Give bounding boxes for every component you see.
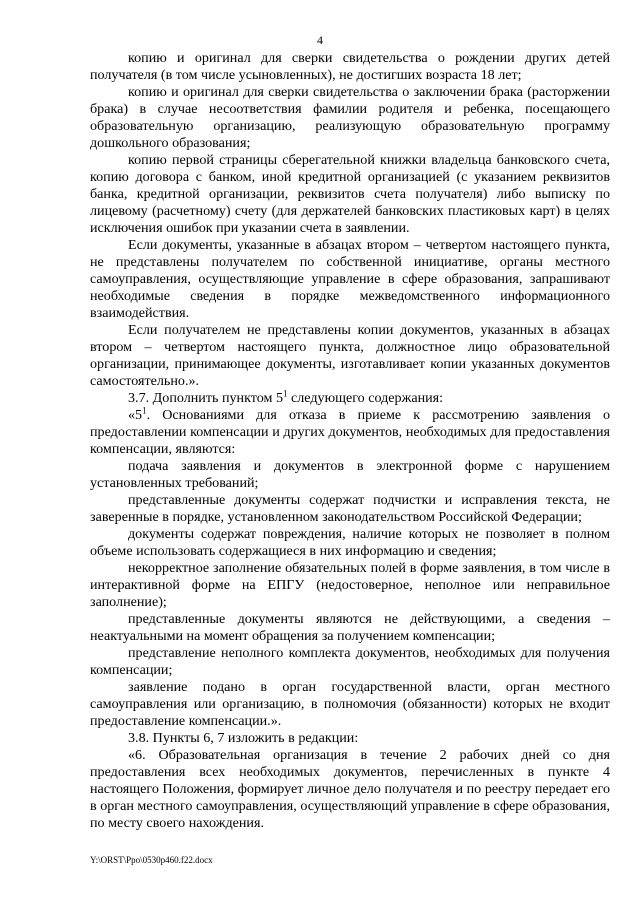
paragraph: представленные документы являются не действующими, а сведения – неактуальными на момент обращения за получением компенсации; bbox=[90, 611, 610, 644]
paragraph-text: . Основаниями для отказа в приеме к рассмотрению заявления о предоставлении компенсации и других документов, необходимых для предоставления компенсации, являются: bbox=[90, 407, 610, 457]
paragraph: представление неполного комплекта документов, необходимых для получения компенсации; bbox=[90, 645, 610, 678]
paragraph: копию и оригинал для сверки свидетельства о рождении других детей получателя (в том числе усыновленных), не достигших возраста 18 лет; bbox=[90, 50, 610, 83]
page-number: 4 bbox=[317, 33, 323, 47]
paragraph bbox=[90, 390, 610, 407]
paragraph: Если получателем не представлены копии документов, указанных в абзацах втором – четвертом настоящего пункта, должностное лицо образовательной организации, принимающее документы, изготавливает копии указанных документов самостоятельно.». bbox=[90, 322, 610, 389]
paragraph-text: следующего содержания: bbox=[287, 390, 444, 406]
paragraph: копию первой страницы сберегательной книжки владельца банковского счета, копию договора с банком, иной кредитной организацией (с указанием реквизитов банка, кредитной организации, реквизитов счета получателя) либо выписку по лицевому (расчетному) счету (для держателей банковских пластиковых карт) в целях исключения ошибок при указании счета в заявлении. bbox=[90, 152, 610, 236]
paragraph: документы содержат повреждения, наличие которых не позволяет в полном объеме использовать содержащиеся в них информацию и сведения; bbox=[90, 526, 610, 559]
paragraph: Если документы, указанные в абзацах втором – четвертом настоящего пункта, не представлены получателем по собственной инициативе, органы местного самоуправления, осуществляющие управление в сфере образования, запрашивают необходимые сведения в порядке межведомственного информационного взаимодействия. bbox=[90, 237, 610, 321]
paragraph: «6. Образовательная организация в течение 2 рабочих дней со дня предоставления всех необходимых документов, перечисленных в пункте 4 настоящего Положения, формирует личное дело получателя и по реестру передает его в орган местного самоуправления, осуществляющий управление в сфере образования, по месту своего нахождения. bbox=[90, 747, 610, 831]
paragraph: некорректное заполнение обязательных полей в форме заявления, в том числе в интерактивной форме на ЕПГУ (недостоверное, неполное или неправильное заполнение); bbox=[90, 560, 610, 610]
paragraph: заявление подано в орган государственной власти, орган местного самоуправления или организацию, в полномочия (обязанности) которых не входит предоставление компенсации.». bbox=[90, 679, 610, 729]
paragraph: 3.8. Пункты 6, 7 изложить в редакции: bbox=[128, 730, 359, 746]
file-path-footer: Y:\ORST\Ppo\0530p460.f22.docx bbox=[90, 855, 213, 865]
document-body bbox=[90, 50, 610, 832]
paragraph: копию и оригинал для сверки свидетельства о заключении брака (расторжении брака) в случае несоответствия фамилии родителя и ребенка, посещающего образовательную организацию, реализующую образовательную программу дошкольного образования; bbox=[90, 84, 610, 151]
paragraph-text: 3.7. Дополнить пунктом 5 bbox=[128, 390, 283, 406]
superscript: 1 bbox=[142, 405, 147, 416]
paragraph bbox=[90, 407, 610, 458]
paragraph: подача заявления и документов в электронной форме с нарушением установленных требований; bbox=[90, 458, 610, 491]
superscript: 1 bbox=[283, 388, 288, 399]
paragraph-text: «5 bbox=[128, 407, 143, 423]
paragraph: представленные документы содержат подчистки и исправления текста, не заверенные в порядке, установленном законодательством Российской Федерации; bbox=[90, 492, 610, 525]
